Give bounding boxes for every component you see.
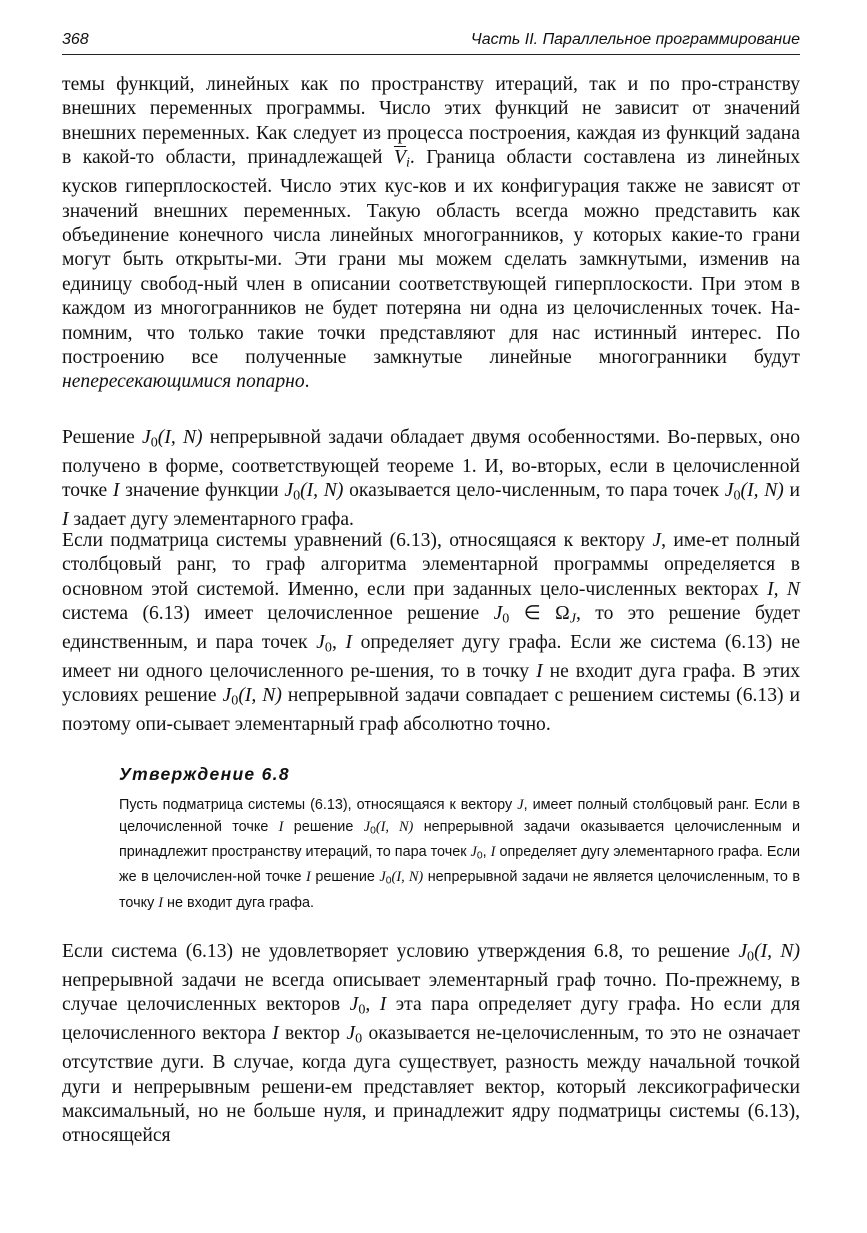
statement-text: Пусть подматрица системы (6.13), относящаяся к вектору J, имеет полный столбцовый ранг. Если в целочисленной точке I решение $J_0(I$, N) непрерывной задачи оказывается целочисленным и принадлежит пространству итераций, то пара точек $J_0$, I определяет дугу элементарного графа. Если же в целочислен-ной точке I решение $J_0(I$, N) непрерывной задачи не является целочисленным, то в точку I не входит дуга графа. bbox=[119, 797, 801, 911]
paragraph-5-text: Если система (6.13) не удовлетворяет условию утверждения 6.8, то решение $J_0(I$, N) непрерывной задачи не всегда описывает элементарный граф точно. По-прежнему, в случае целочисленных векторов $J_0$, I эта пара определяет дугу графа. Но если для целочисленного вектора I вектор $J_0$ оказывается не-целочисленным, то это не означает отсутствие дуги. В случае, когда дуга существует, разность между начальной точкой дуги и непрерывным решени-ем представляет вектор, который лексикографически максимальный, но не больше нуля, и принадлежит ядру подматрицы системы (6.13), относящейся bbox=[62, 941, 801, 1147]
paragraph-3 bbox=[62, 529, 800, 738]
running-title: Часть II. Параллельное программирование bbox=[470, 31, 800, 48]
statement-block bbox=[119, 764, 800, 914]
statement-title: Утверждение 6.8 bbox=[119, 764, 290, 784]
emphasis-text: непересекающимися попарно bbox=[62, 371, 305, 393]
paragraph-5 bbox=[62, 940, 800, 1149]
paragraph-1 bbox=[62, 73, 800, 395]
page-header bbox=[62, 30, 800, 55]
paragraph-1-text: темы функций, линейных как по пространству итераций, так и по про-странству внешних переменных программы. Число этих функций не зависит от значений внешних переменных. Как следует из процесса построения, каждая из функций задана в какой-то области, принадлежащей $\overline{V}_i$. Граница области составлена из линейных кусков гиперплоскостей. Число этих кус-ков и их конфигурация также не зависят от значений внешних переменных. Такую область всегда можно представить как объединение конечного числа линейных многогранников, у которых какие-то грани могут быть открыты-ми. Эти грани мы можем сделать замкнутыми, изменив на единицу свобод-ный член в описании соответствующей гиперплоскости. При этом в каждом из многогранников не будет потеряна ни одна из целочисленных точек. На-помним, что только такие точки представляют для нас истинный интерес. По построению все полученные замкнутые линейные многогранники будут непересекающимися попарно. bbox=[62, 74, 801, 393]
page-number: 368 bbox=[62, 31, 89, 48]
paragraph-2-text: Решение $J_0(I$, N) непрерывной задачи обладает двумя особенностями. Во-первых, оно получено в форме, соответствующей теореме 1. И, во-вторых, если в целочисленной точке I значение функции $J_0(I$, N) оказывается цело-численным, то пара точек $J_0(I$, N) и I задает дугу элементарного графа. bbox=[62, 427, 800, 531]
paragraph-3-text: Если подматрица системы уравнений (6.13), относящаяся к вектору J, име-ет полный столбцовый ранг, то граф алгоритма элементарной программы определяется в основном этой системой. Именно, если при заданных цело-численных векторах I, N система (6.13) имеет целочисленное решение $J_0$ ∈ $\Omega_J$, то это решение будет единственным, и пара точек $J_0$, I определяет дугу графа. Если же система (6.13) не имеет ни одного целочисленного ре-шения, то в точку I не входит дуга графа. В этих условиях решение $J_0(I$, N) непрерывной задачи совпадает с решением системы (6.13) и поэтому опи-сывает элементарный граф абсолютно точно. bbox=[62, 530, 801, 736]
paragraph-2 bbox=[62, 426, 800, 533]
